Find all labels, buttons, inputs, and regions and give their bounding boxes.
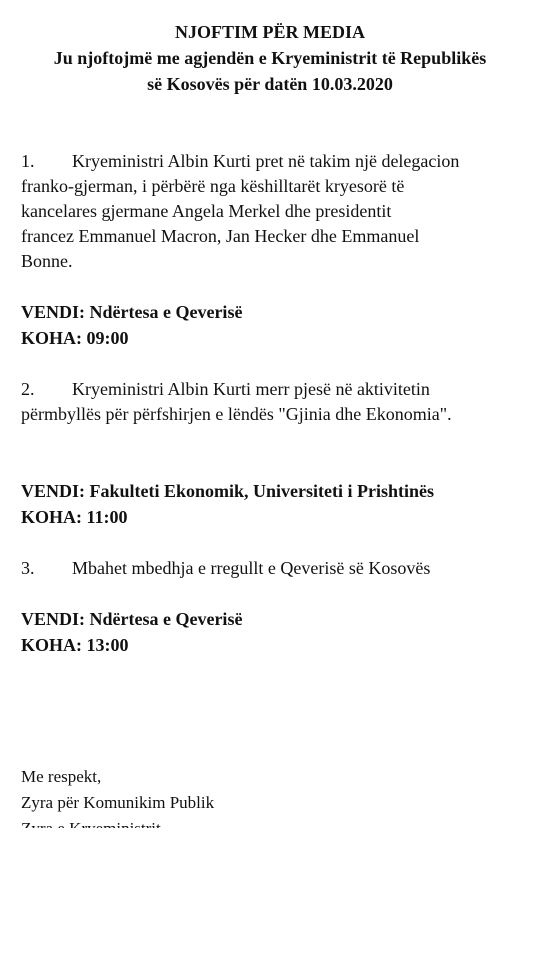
agenda-item-3-text: Mbahet mbedhja e rregullt e Qeverisë së Kosovës: [72, 558, 431, 578]
agenda-item-3-number: 3.: [21, 558, 35, 578]
agenda-item-1-place: VENDI: Ndërtesa e Qeverisë: [21, 302, 243, 322]
document-subtitle-line-1: Ju njoftojmë me agjendën e Kryeministrit të Republikës: [53, 48, 487, 68]
agenda-item-2-line-2: përmbyllës për përfshirjen e lëndës "Gjinia dhe Ekonomia".: [21, 404, 452, 424]
page-bottom-blank: [0, 828, 540, 960]
agenda-item-2-number: 2.: [21, 379, 35, 399]
agenda-item-1-text: Kryeministri Albin Kurti pret në takim një delegacion: [72, 151, 460, 171]
agenda-item-1-number: 1.: [21, 151, 35, 171]
signature-greeting: Me respekt,: [21, 767, 102, 786]
agenda-item-2-text: Kryeministri Albin Kurti merr pjesë në aktivitetin: [72, 379, 430, 399]
agenda-item-3-time: KOHA: 13:00: [21, 635, 129, 655]
agenda-item-2-time: KOHA: 11:00: [21, 507, 128, 527]
signature-office: Zyra për Komunikim Publik: [21, 793, 215, 812]
agenda-item-1-time: KOHA: 09:00: [21, 328, 129, 348]
agenda-item-2-place: VENDI: Fakulteti Ekonomik, Universiteti i Prishtinës: [21, 481, 435, 501]
agenda-item-3-line-1: [21, 556, 521, 582]
agenda-item-1-line-4: francez Emmanuel Macron, Jan Hecker dhe Emmanuel: [21, 226, 420, 246]
agenda-item-1-line-1: [21, 149, 521, 175]
agenda-item-1-line-3: kancelares gjermane Angela Merkel dhe presidentit: [21, 201, 392, 221]
agenda-item-1-line-2: franko-gjerman, i përbërë nga këshilltarët kryesorë të: [21, 176, 405, 196]
agenda-item-2-line-1: [21, 377, 521, 403]
document-subtitle-line-2: së Kosovës për datën 10.03.2020: [147, 74, 393, 94]
agenda-item-1-line-5: Bonne.: [21, 251, 73, 271]
agenda-item-3-place: VENDI: Ndërtesa e Qeverisë: [21, 609, 243, 629]
document-title: NJOFTIM PËR MEDIA: [175, 22, 365, 42]
